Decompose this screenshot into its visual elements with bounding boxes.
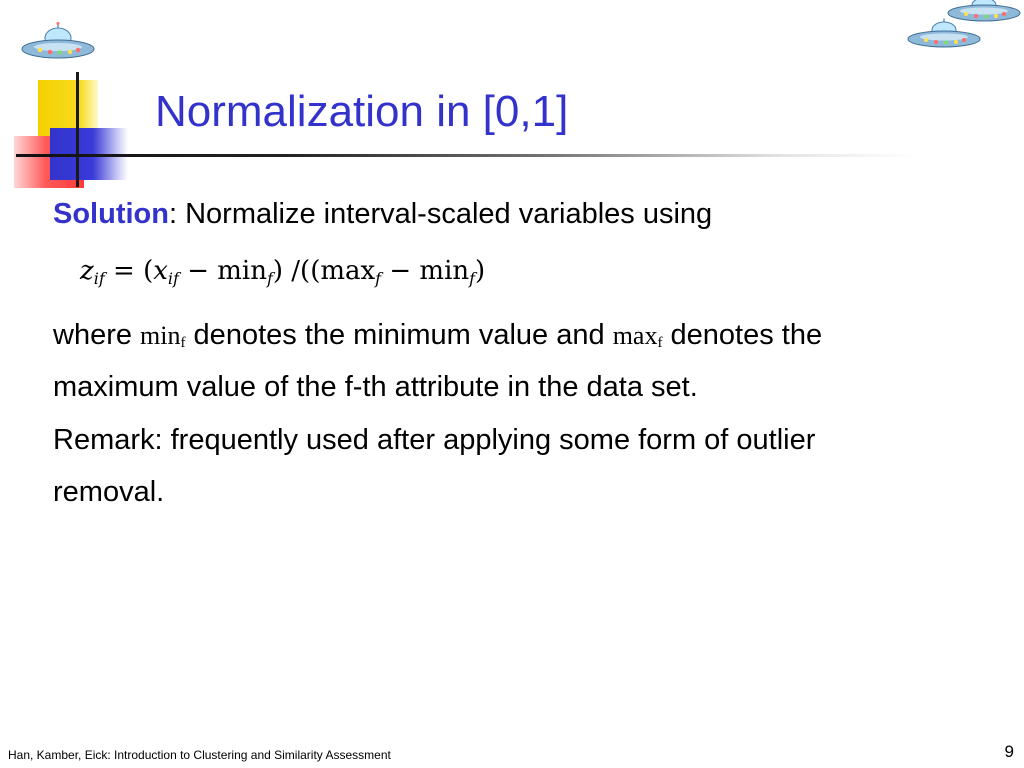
- formula-x: x: [153, 256, 168, 286]
- inline-max-sub: f: [657, 335, 663, 351]
- formula-minus-min-1: − min: [178, 256, 267, 286]
- where-part-3: denotes the: [662, 319, 823, 351]
- footer-text: Han, Kamber, Eick: Introduction to Clustering and Similarity Assessment: [8, 748, 391, 762]
- ufo-icon: [20, 22, 96, 66]
- formula-close-1: ) /((max: [272, 256, 376, 286]
- body-line-maximum: maximum value of the f-th attribute in the data set.: [53, 371, 698, 403]
- formula-minus-min-2: − min: [381, 256, 470, 286]
- where-part-2: denotes the minimum value and: [185, 319, 613, 351]
- inline-min-word: min: [140, 321, 181, 350]
- body-line-remark: Remark: frequently used after applying some form of outlier: [53, 424, 816, 456]
- formula-close-2: ): [475, 256, 486, 286]
- formula-x-sub: if: [167, 269, 179, 288]
- solution-label: Solution: [53, 198, 169, 230]
- decor-vertical-line: [76, 72, 79, 187]
- inline-min: [140, 321, 185, 350]
- inline-max-word: max: [612, 321, 658, 350]
- formula-min2-sub: f: [469, 269, 476, 288]
- page-number: 9: [1004, 742, 1014, 761]
- where-line: [53, 318, 822, 353]
- formula-z: z: [80, 256, 94, 286]
- where-part-1: where: [53, 319, 141, 351]
- body-line-removal: removal.: [53, 476, 165, 508]
- inline-max: [613, 321, 663, 350]
- solution-text: : Normalize interval-scaled variables using: [168, 198, 713, 230]
- inline-min-sub: f: [180, 335, 186, 351]
- formula-eq: = (: [104, 256, 154, 286]
- ufo-icon: [906, 18, 982, 52]
- formula-max-sub: f: [375, 269, 382, 288]
- solution-line: [53, 197, 712, 232]
- slide-title: Normalization in [0,1]: [155, 87, 569, 136]
- formula-min1-sub: f: [266, 269, 273, 288]
- formula-z-sub: if: [93, 269, 105, 288]
- title-underline: [16, 154, 916, 157]
- normalization-formula: [80, 256, 485, 288]
